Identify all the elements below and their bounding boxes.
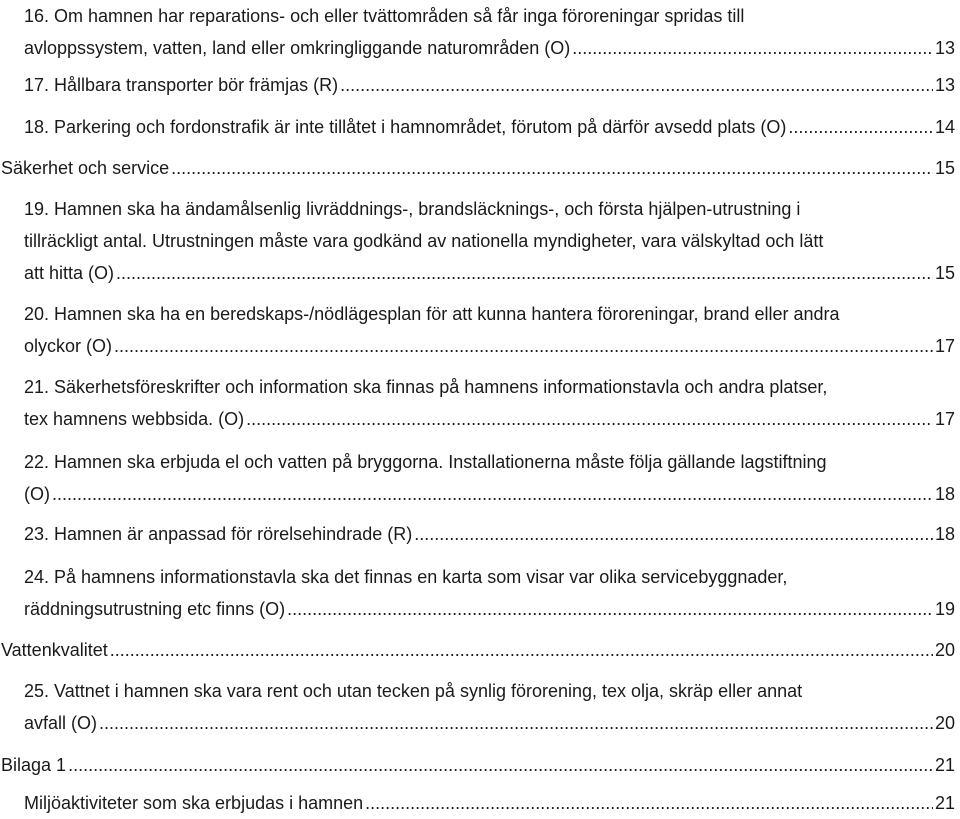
- toc-entry-21[interactable]: [0, 371, 955, 435]
- dot-leader: [116, 257, 933, 289]
- dot-leader: [365, 787, 933, 819]
- toc-entry-17[interactable]: [0, 69, 955, 101]
- toc-page-number: 17: [934, 336, 955, 356]
- toc-section-vattenkvalitet[interactable]: [0, 634, 955, 666]
- toc-entry-22[interactable]: [0, 446, 955, 510]
- dot-leader: [287, 593, 933, 625]
- toc-entry-text: 18. Parkering och fordonstrafik är inte tillåtet i hamnområdet, förutom på därför avsedd plats (O): [24, 117, 787, 137]
- toc-entry-text: 17. Hållbara transporter bör främjas (R): [24, 75, 339, 95]
- toc-section-bilaga-1[interactable]: [0, 749, 955, 781]
- dot-leader: [414, 518, 933, 550]
- toc-entry-text: Miljöaktiviteter som ska erbjudas i hamnen: [24, 793, 364, 813]
- toc-page-number: 20: [934, 713, 955, 733]
- toc-entry-text: tex hamnens webbsida. (O): [24, 409, 245, 429]
- toc-page-number: 15: [934, 158, 955, 178]
- toc-entry-text: 24. På hamnens informationstavla ska det finnas en karta som visar var olika servicebyggnader,: [24, 567, 788, 587]
- toc-page-number: 13: [934, 38, 955, 58]
- dot-leader: [110, 634, 933, 666]
- dot-leader: [246, 403, 933, 435]
- toc-entry-text: 20. Hamnen ska ha en beredskaps-/nödlägesplan för att kunna hantera föroreningar, brand eller andra: [24, 304, 840, 324]
- toc-entry-text: tillräckligt antal. Utrustningen måste vara godkänd av nationella myndigheter, vara välskyltad och lätt: [24, 231, 824, 251]
- toc-entry-text: 16. Om hamnen har reparations- och eller tvättområden så får inga föroreningar spridas till: [24, 6, 745, 26]
- dot-leader: [788, 111, 933, 143]
- toc-entry-text: räddningsutrustning etc finns (O): [24, 599, 286, 619]
- toc-entry-text: Bilaga 1: [1, 755, 67, 775]
- toc-entry-miljoaktiviteter[interactable]: [0, 787, 955, 819]
- toc-page-number: 21: [934, 793, 955, 813]
- toc-entry-text: att hitta (O): [24, 263, 115, 283]
- toc-entry-text: 25. Vattnet i hamnen ska vara rent och utan tecken på synlig förorening, tex olja, skräp eller annat: [24, 681, 803, 701]
- dot-leader: [171, 152, 933, 184]
- toc-entry-text: 19. Hamnen ska ha ändamålsenlig livräddnings-, brandsläcknings-, och första hjälpen-utrustning i: [24, 199, 801, 219]
- toc-page-number: 15: [934, 263, 955, 283]
- toc-entry-18[interactable]: [0, 111, 955, 143]
- toc-section-sakerhet[interactable]: [0, 152, 955, 184]
- toc-entry-19[interactable]: [0, 193, 955, 289]
- toc-entry-text: Vattenkvalitet: [1, 640, 108, 660]
- toc-entry-text: 22. Hamnen ska erbjuda el och vatten på bryggorna. Installationerna måste följa gällande lagstiftning: [24, 452, 827, 472]
- toc-page-number: 21: [934, 755, 955, 775]
- toc-entry-text: Säkerhet och service: [1, 158, 170, 178]
- toc-page-number: 20: [934, 640, 955, 660]
- dot-leader: [572, 32, 933, 64]
- dot-leader: [52, 478, 933, 510]
- toc-entry-text: (O): [24, 484, 50, 504]
- toc-entry-text: 23. Hamnen är anpassad för rörelsehindrade (R): [24, 524, 413, 544]
- toc-page-number: 14: [934, 117, 955, 137]
- dot-leader: [114, 330, 933, 362]
- toc-entry-text: olyckor (O): [24, 336, 113, 356]
- dot-leader: [340, 69, 933, 101]
- dot-leader: [99, 707, 933, 739]
- toc-page-number: 18: [934, 524, 955, 544]
- toc-entry-20[interactable]: [0, 298, 955, 362]
- toc-entry-16[interactable]: [0, 0, 955, 64]
- toc-entry-text: avfall (O): [24, 713, 98, 733]
- toc-entry-text: avloppssystem, vatten, land eller omkringliggande naturområden (O): [24, 38, 571, 58]
- toc-entry-25[interactable]: [0, 675, 955, 739]
- toc-page-number: 13: [934, 75, 955, 95]
- toc-page-number: 17: [934, 409, 955, 429]
- dot-leader: [68, 749, 933, 781]
- toc-entry-23[interactable]: [0, 518, 955, 550]
- toc-page-number: 18: [934, 484, 955, 504]
- toc-entry-text: 21. Säkerhetsföreskrifter och information ska finnas på hamnens informationstavla och andra platser,: [24, 377, 828, 397]
- toc-page-number: 19: [934, 599, 955, 619]
- toc-entry-24[interactable]: [0, 561, 955, 625]
